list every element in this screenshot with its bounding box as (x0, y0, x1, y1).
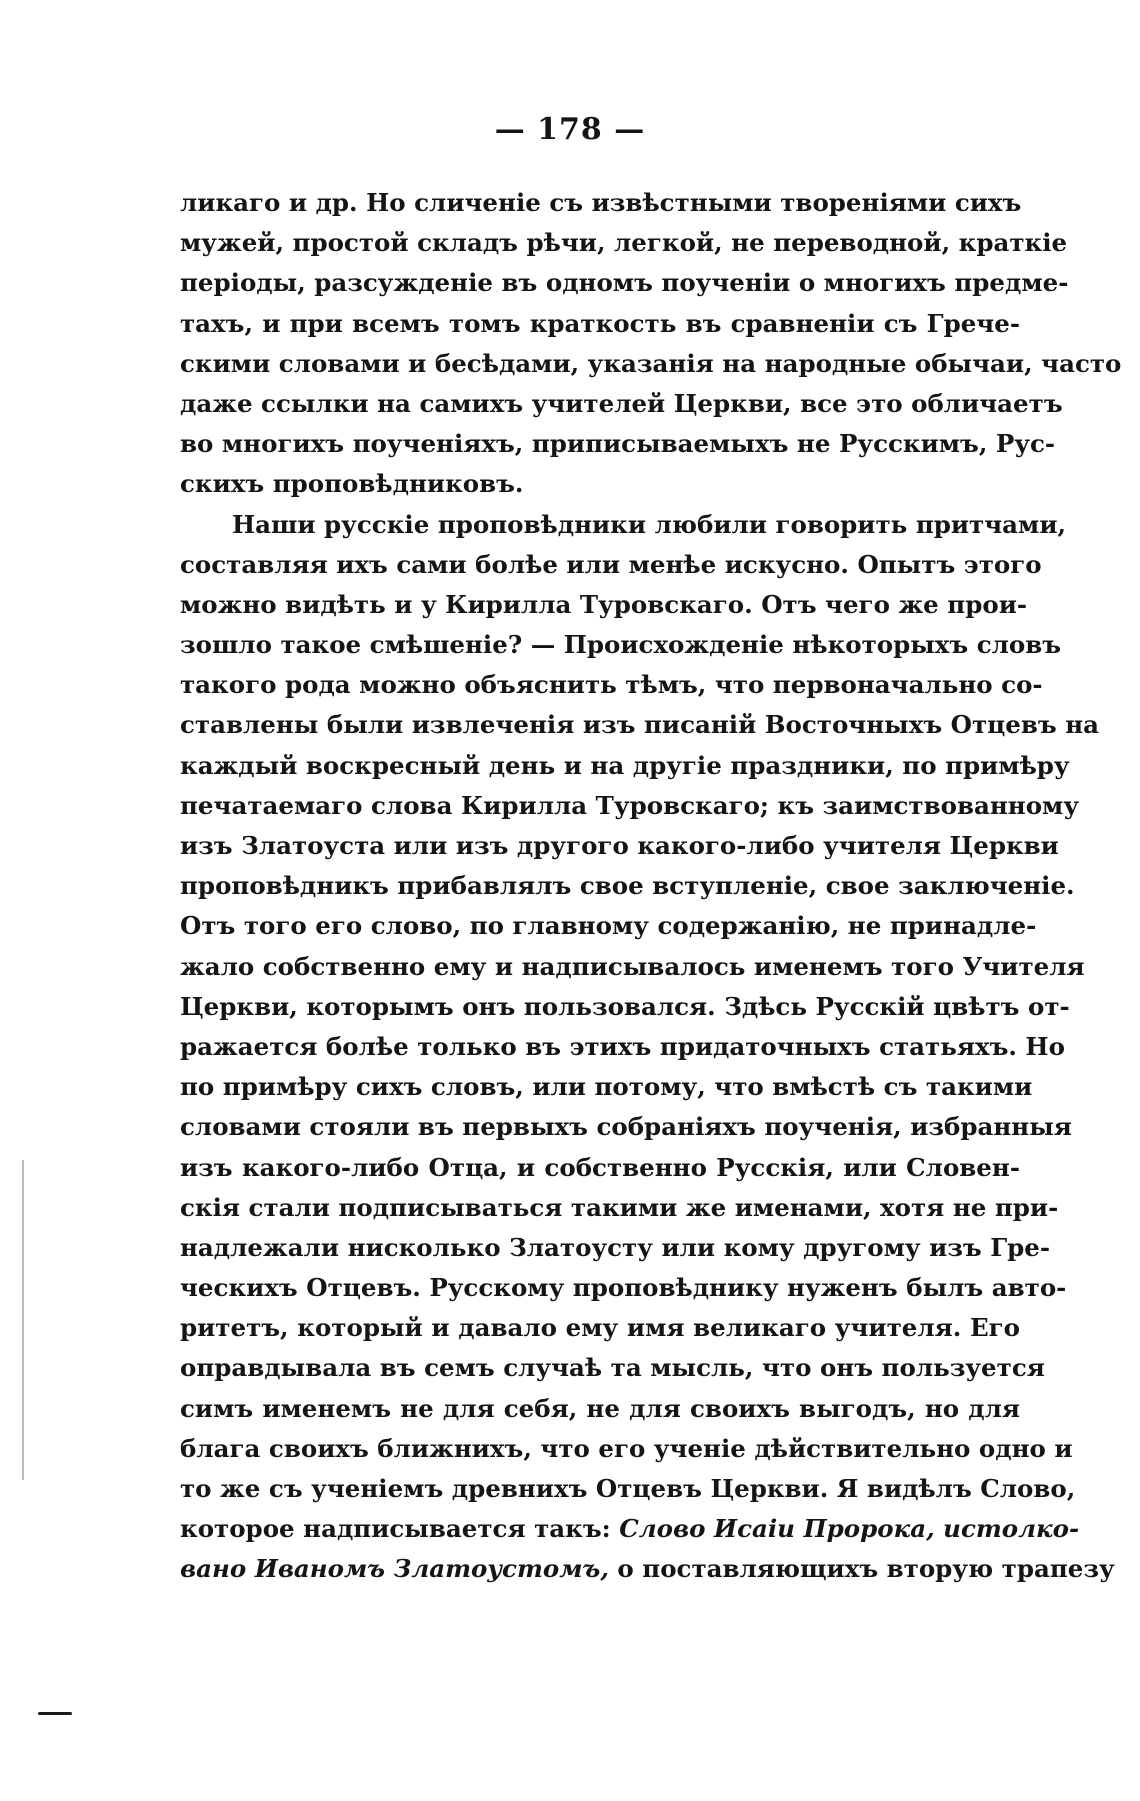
text-line: Церкви, которымъ онъ пользовался. Здѣсь Русскій цвѣтъ от- (180, 991, 1070, 1021)
text-line: блага своихъ ближнихъ, что его ученіе дѣйствительно одно и (180, 1433, 1073, 1463)
text-line: ритетъ, который и давало ему имя великаго учителя. Его (180, 1313, 1020, 1343)
text-line: ликаго и др. Но сличеніе съ извѣстными твореніями сихъ (180, 188, 1022, 217)
text-line: оправдывала въ семъ случаѣ та мысль, что онъ пользуется (180, 1353, 1045, 1383)
text-line: печатаемаго слова Кирилла Туровскаго; къ заимствованному (180, 790, 1080, 820)
text-line: то же съ ученіемъ древнихъ Отцевъ Церкви. Я видѣлъ Слово, (180, 1474, 1076, 1503)
italic-title-segment: Слово Исаіи Пророка, истолко- (619, 1514, 1080, 1544)
italic-title-segment: вано Иваномъ Златоустомъ, (180, 1554, 609, 1584)
page-number: — 178 — (494, 112, 646, 147)
text-line: изъ какого-либо Отца, и собственно Русскія, или Словен- (180, 1152, 1020, 1182)
text-line-with-italic (180, 1549, 1115, 1589)
text-line: жало собственно ему и надписывалось именемъ того Учителя (180, 951, 1085, 981)
text-line: ставлены были извлеченія изъ писаній Восточныхъ Отцевъ на (180, 710, 1100, 740)
text-line: словами стояли въ первыхъ собраніяхъ поученія, избранныя (180, 1112, 1072, 1142)
text-line: симъ именемъ не для себя, не для своихъ выгодъ, но для (180, 1393, 1020, 1423)
body-text (180, 183, 1122, 1590)
margin-rule (22, 1160, 24, 1480)
line-segment-regular: о поставляющихъ вторую трапезу (617, 1554, 1115, 1584)
text-line: скія стали подписываться такими же именами, хотя не при- (180, 1192, 1059, 1222)
text-line: каждый воскресный день и на другіе праздники, по примѣру (180, 750, 1070, 780)
text-line: тахъ, и при всемъ томъ краткость въ сравненіи съ Грече- (180, 308, 1020, 338)
text-line: составляя ихъ сами болѣе или менѣе искусно. Опытъ этого (180, 549, 1042, 579)
text-line: такого рода можно объяснить тѣмъ, что первоначально со- (180, 670, 1043, 700)
text-line: можно видѣть и у Кирилла Туровскаго. Отъ чего же прои- (180, 589, 1028, 619)
paragraph-start-line: Наши русскіе проповѣдники любили говорить притчами, (232, 509, 1067, 539)
text-line: зошло такое смѣшеніе? — Происхожденіе нѣкоторыхъ словъ (180, 630, 1062, 660)
text-line: надлежали нисколько Златоусту или кому другому изъ Гре- (180, 1232, 1051, 1262)
text-line: скими словами и бесѣдами, указанія на народные обычаи, часто (180, 348, 1122, 378)
line-segment-regular: которое надписывается такъ: (180, 1514, 611, 1544)
text-line: во многихъ поученіяхъ, приписываемыхъ не Русскимъ, Рус- (180, 429, 1056, 459)
text-line: скихъ проповѣдниковъ. (180, 469, 524, 499)
text-line: по примѣру сихъ словъ, или потому, что вмѣстѣ съ такими (180, 1072, 1033, 1102)
text-line: ческихъ Отцевъ. Русскому проповѣднику нуженъ былъ авто- (180, 1273, 1067, 1303)
text-line: проповѣдникъ прибавлялъ свое вступленіе, свое заключеніе. (180, 871, 1075, 901)
text-line-with-italic (180, 1509, 1080, 1549)
text-line: изъ Златоуста или изъ другого какого-либо учителя Церкви (180, 831, 1059, 860)
text-line: даже ссылки на самихъ учителей Церкви, все это обличаетъ (180, 388, 1063, 418)
margin-dash-mark (38, 1712, 72, 1715)
text-line: Отъ того его слово, по главному содержанію, не принадле- (180, 911, 1037, 941)
text-line: мужей, простой складъ рѣчи, легкой, не переводной, краткіе (180, 228, 1068, 258)
text-line: періоды, разсужденіе въ одномъ поученіи о многихъ предме- (180, 268, 1069, 298)
text-line: ражается болѣе только въ этихъ придаточныхъ статьяхъ. Но (180, 1031, 1065, 1061)
